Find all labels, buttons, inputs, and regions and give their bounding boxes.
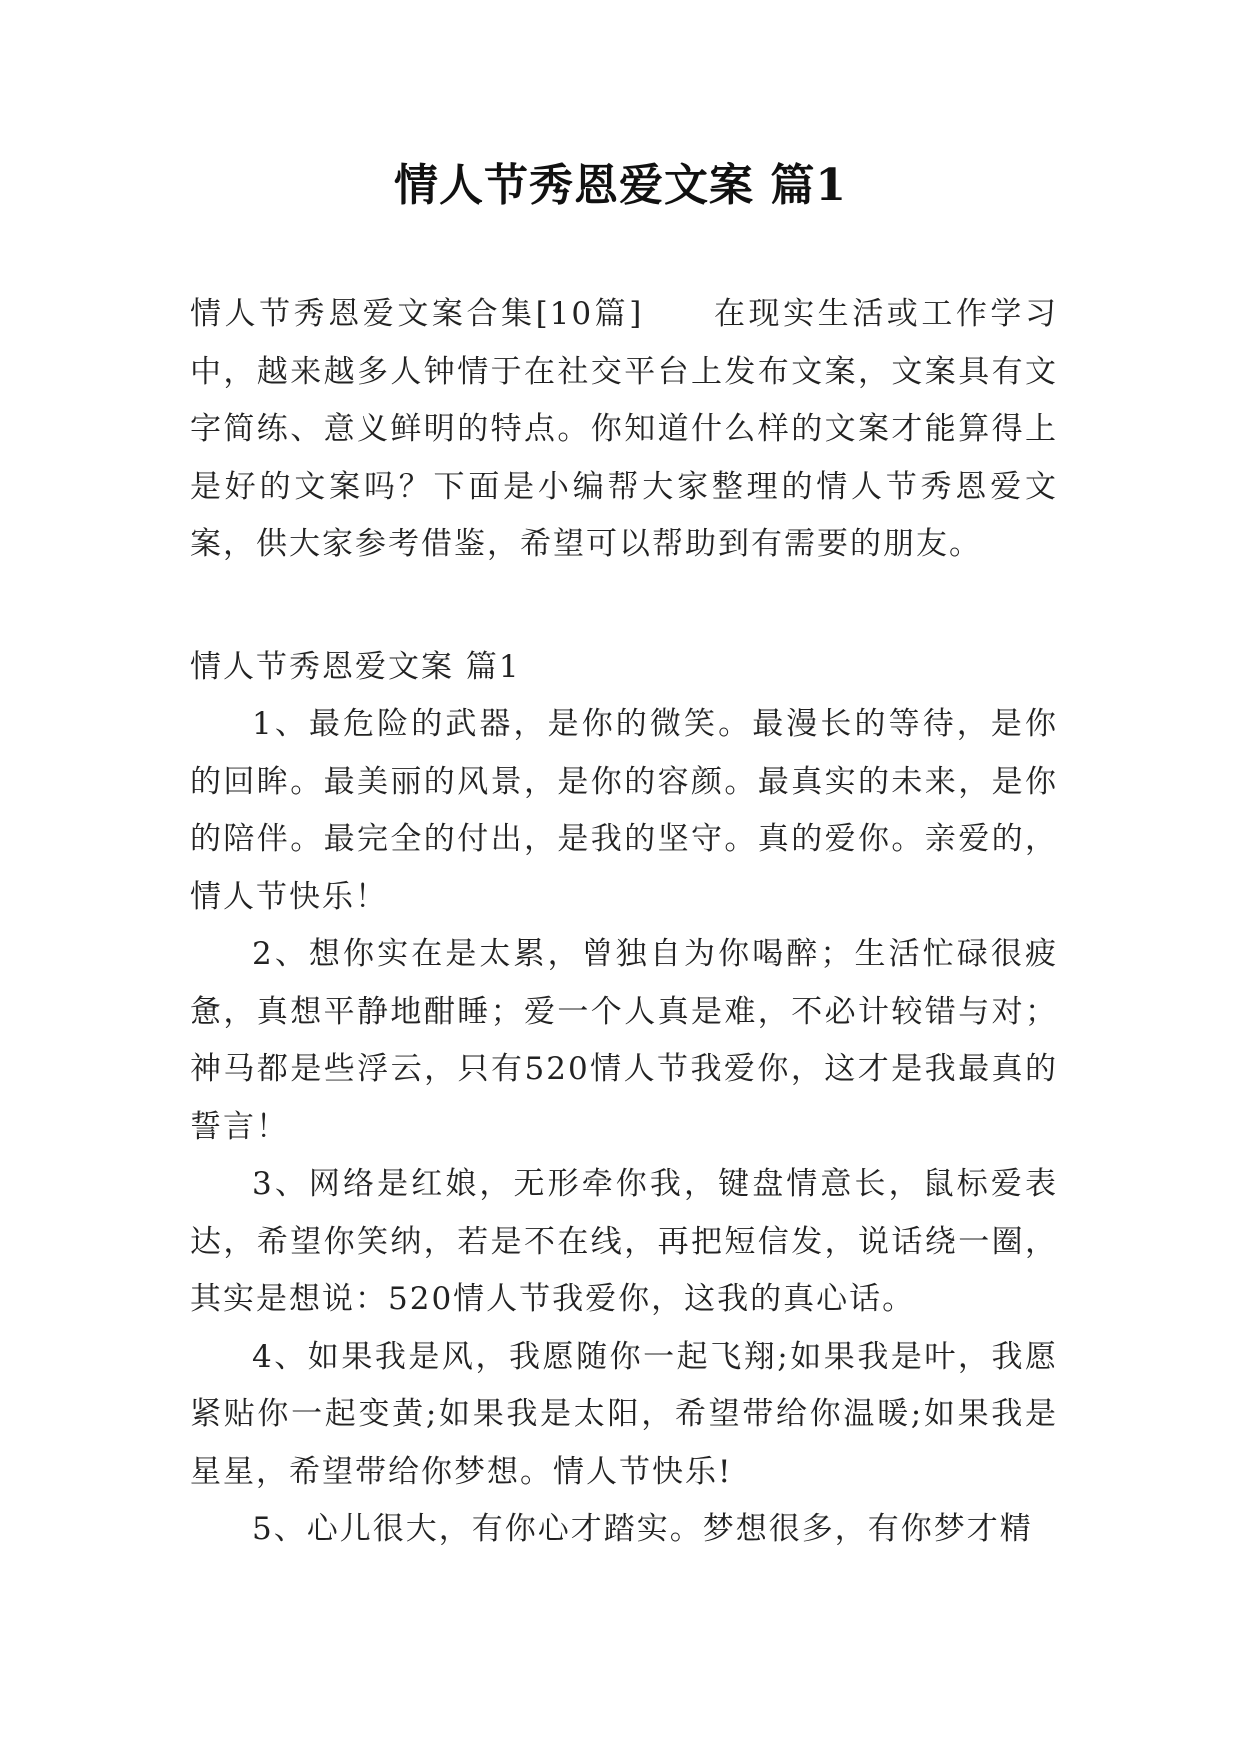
section-heading: 情人节秀恩爱文案 篇1 [190, 649, 521, 685]
entries-list [190, 696, 1058, 1559]
intro-paragraph-block [190, 286, 1058, 574]
document-title: 情人节秀恩爱文案 篇1 [394, 160, 847, 211]
entry-paragraph: 1、最危险的武器，是你的微笑。最漫长的等待，是你的回眸。最美丽的风景，是你的容颜。最真实的未来，是你的陪伴。最完全的付出，是我的坚守。真的爱你。亲爱的，情人节快乐！ [190, 706, 1058, 915]
entry-paragraph: 5、心儿很大，有你心才踏实。梦想很多，有你梦才精 [252, 1511, 1033, 1547]
entry-paragraph: 3、网络是红娘，无形牵你我，键盘情意长，鼠标爱表达，希望你笑纳，若是不在线，再把短信发，说话绕一圈，其实是想说：520情人节我爱你，这我的真心话。 [190, 1166, 1058, 1317]
intro-paragraph: 情人节秀恩爱文案合集[10篇] 在现实生活或工作学习中，越来越多人钟情于在社交平台上发布文案，文案具有文字简练、意义鲜明的特点。你知道什么样的文案才能算得上是好的文案吗？下面是小编帮大家整理的情人节秀恩爱文案，供大家参考借鉴，希望可以帮助到有需要的朋友。 [190, 296, 1058, 562]
entry-paragraph: 4、如果我是风，我愿随你一起飞翔;如果我是叶，我愿紧贴你一起变黄;如果我是太阳，希望带给你温暖;如果我是星星，希望带给你梦想。情人节快乐! [190, 1338, 1058, 1490]
entry-paragraph: 2、想你实在是太累，曾独自为你喝醉；生活忙碌很疲惫，真想平静地酣睡；爱一个人真是难，不必计较错与对；神马都是些浮云，只有520情人节我爱你，这才是我最真的誓言！ [190, 936, 1058, 1145]
